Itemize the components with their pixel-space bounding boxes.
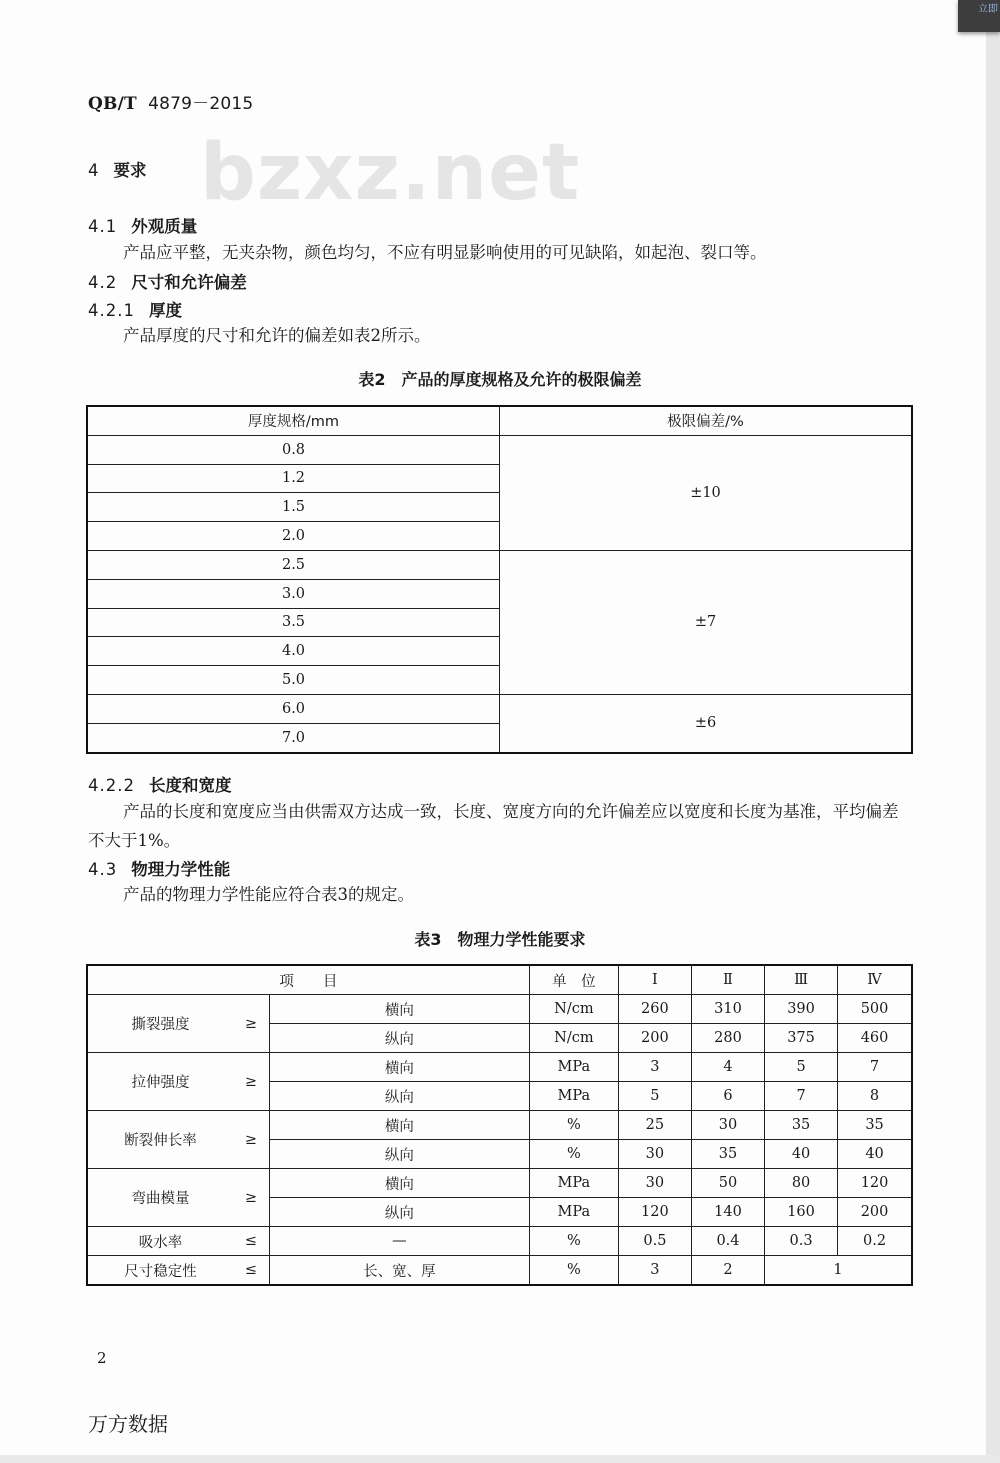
table-3-header-grade-3: Ⅲ: [765, 965, 838, 995]
table-cell: 1: [765, 1256, 912, 1286]
table-cell: 1.5: [87, 493, 500, 522]
table-cell: 30: [618, 1169, 691, 1198]
section-4-2-2-text: 产品的长度和宽度应当由供需双方达成一致，长度、宽度方向的允许偏差应以宽度和长度为基准，平均偏差不大于1%。: [88, 802, 899, 850]
table-cell: —: [270, 1227, 530, 1256]
table-cell: 4.0: [87, 637, 500, 666]
table-row-operator: ≥: [233, 995, 270, 1053]
table-cell: 35: [765, 1111, 838, 1140]
table-cell: 160: [765, 1198, 838, 1227]
table-row-operator: ≤: [233, 1227, 270, 1256]
footer-source: 万方数据: [88, 1412, 168, 1436]
table-2-header-thickness: 厚度规格/mm: [87, 406, 500, 435]
table-cell: MPa: [529, 1053, 618, 1082]
table-cell: 0.3: [765, 1227, 838, 1256]
corner-tab-button[interactable]: [958, 0, 1000, 32]
table-cell: 460: [838, 1024, 912, 1053]
section-4-heading: 4 要求: [88, 161, 147, 180]
table-cell: 50: [691, 1169, 764, 1198]
table-cell: N/cm: [529, 995, 618, 1024]
table-cell: ±7: [500, 550, 913, 694]
table-cell: ±10: [500, 435, 913, 550]
table-cell: 140: [691, 1198, 764, 1227]
table-cell: 120: [838, 1169, 912, 1198]
page-number: 2: [97, 1349, 107, 1367]
table-cell: MPa: [529, 1198, 618, 1227]
table-cell: 纵向: [270, 1198, 530, 1227]
table-cell: 0.5: [618, 1227, 691, 1256]
table-cell: %: [529, 1256, 618, 1286]
table-cell: 3: [618, 1053, 691, 1082]
table-cell: 5: [765, 1053, 838, 1082]
table-cell: 40: [765, 1140, 838, 1169]
table-cell: 横向: [270, 1169, 530, 1198]
table-cell: 0.8: [87, 435, 500, 464]
table-cell: 200: [618, 1024, 691, 1053]
table-cell: %: [529, 1227, 618, 1256]
table-cell: 0.2: [838, 1227, 912, 1256]
table-row-operator: ≤: [233, 1256, 270, 1286]
standard-prefix: QB/T: [88, 94, 137, 114]
table-cell: 3.0: [87, 579, 500, 608]
section-4-2-1-heading: 4.2.1 厚度: [88, 301, 182, 320]
table-3-header-grade-2: Ⅱ: [691, 965, 764, 995]
table-cell: 30: [691, 1111, 764, 1140]
table-3-header-grade-1: Ⅰ: [618, 965, 691, 995]
table-cell: 25: [618, 1111, 691, 1140]
table-row-operator: ≥: [233, 1111, 270, 1169]
table-2: [86, 405, 913, 754]
table-cell: 375: [765, 1024, 838, 1053]
table-cell: 7: [838, 1053, 912, 1082]
table-cell: 310: [691, 995, 764, 1024]
table-cell: 7: [765, 1082, 838, 1111]
table-cell: 纵向: [270, 1082, 530, 1111]
table-cell: 280: [691, 1024, 764, 1053]
table-cell: 长、宽、厚: [270, 1256, 530, 1286]
table-3-header-unit: 单 位: [529, 965, 618, 995]
section-4-2-2-heading: 4.2.2 长度和宽度: [88, 776, 232, 795]
section-4-1-text: 产品应平整，无夹杂物，颜色均匀，不应有明显影响使用的可见缺陷，如起泡、裂口等。: [123, 243, 767, 262]
table-row-operator: ≥: [233, 1169, 270, 1227]
table-cell: 横向: [270, 995, 530, 1024]
table-3-header-grade-4: Ⅳ: [838, 965, 912, 995]
table-cell: 120: [618, 1198, 691, 1227]
corner-tab-label: 立即: [978, 4, 998, 15]
table-cell: 40: [838, 1140, 912, 1169]
section-4-3-heading: 4.3 物理力学性能: [88, 860, 231, 879]
table-cell: 390: [765, 995, 838, 1024]
table-2-header-deviation: 极限偏差/%: [500, 406, 913, 435]
section-4-2-heading: 4.2 尺寸和允许偏差: [88, 273, 247, 292]
table-row-label: 拉伸强度: [87, 1053, 233, 1111]
table-cell: 35: [838, 1111, 912, 1140]
table-row-label: 撕裂强度: [87, 995, 233, 1053]
section-4-3-text: 产品的物理力学性能应符合表3的规定。: [123, 885, 414, 904]
table-row-label: 尺寸稳定性: [87, 1256, 233, 1286]
table-cell: 8: [838, 1082, 912, 1111]
table-cell: 7.0: [87, 723, 500, 752]
table-3-header-item: 项 目: [87, 965, 529, 995]
table-cell: 3: [618, 1256, 691, 1286]
table-cell: 横向: [270, 1053, 530, 1082]
table-cell: 4: [691, 1053, 764, 1082]
table-cell: 纵向: [270, 1024, 530, 1053]
table-cell: 6: [691, 1082, 764, 1111]
table-cell: 5: [618, 1082, 691, 1111]
section-4-1-heading: 4.1 外观质量: [88, 217, 198, 236]
table-cell: 2.5: [87, 550, 500, 579]
table-cell: 35: [691, 1140, 764, 1169]
table-cell: 200: [838, 1198, 912, 1227]
table-cell: %: [529, 1111, 618, 1140]
table-2-caption: 表2 产品的厚度规格及允许的极限偏差: [358, 370, 642, 389]
watermark: bzxz.net: [200, 128, 581, 218]
table-cell: 260: [618, 995, 691, 1024]
table-cell: 6.0: [87, 694, 500, 723]
table-3-caption: 表3 物理力学性能要求: [414, 930, 586, 949]
table-row-label: 吸水率: [87, 1227, 233, 1256]
table-cell: %: [529, 1140, 618, 1169]
table-cell: 2: [691, 1256, 764, 1286]
table-cell: 3.5: [87, 608, 500, 637]
table-cell: N/cm: [529, 1024, 618, 1053]
section-4-2-1-text: 产品厚度的尺寸和允许的偏差如表2所示。: [123, 326, 431, 345]
table-cell: 纵向: [270, 1140, 530, 1169]
table-cell: MPa: [529, 1082, 618, 1111]
table-cell: 5.0: [87, 666, 500, 695]
table-3: [86, 964, 913, 1286]
table-cell: 80: [765, 1169, 838, 1198]
table-cell: 1.2: [87, 464, 500, 493]
table-cell: 0.4: [691, 1227, 764, 1256]
table-row-label: 弯曲模量: [87, 1169, 233, 1227]
table-cell: 2.0: [87, 522, 500, 551]
table-cell: ±6: [500, 694, 913, 752]
table-cell: 500: [838, 995, 912, 1024]
table-cell: 30: [618, 1140, 691, 1169]
standard-code: [88, 89, 253, 114]
table-row-label: 断裂伸长率: [87, 1111, 233, 1169]
bottom-edge: [0, 1455, 1000, 1463]
scroll-gutter: [986, 0, 1000, 1463]
table-cell: MPa: [529, 1169, 618, 1198]
table-cell: 横向: [270, 1111, 530, 1140]
standard-number: 4879－2015: [148, 94, 254, 114]
table-row-operator: ≥: [233, 1053, 270, 1111]
